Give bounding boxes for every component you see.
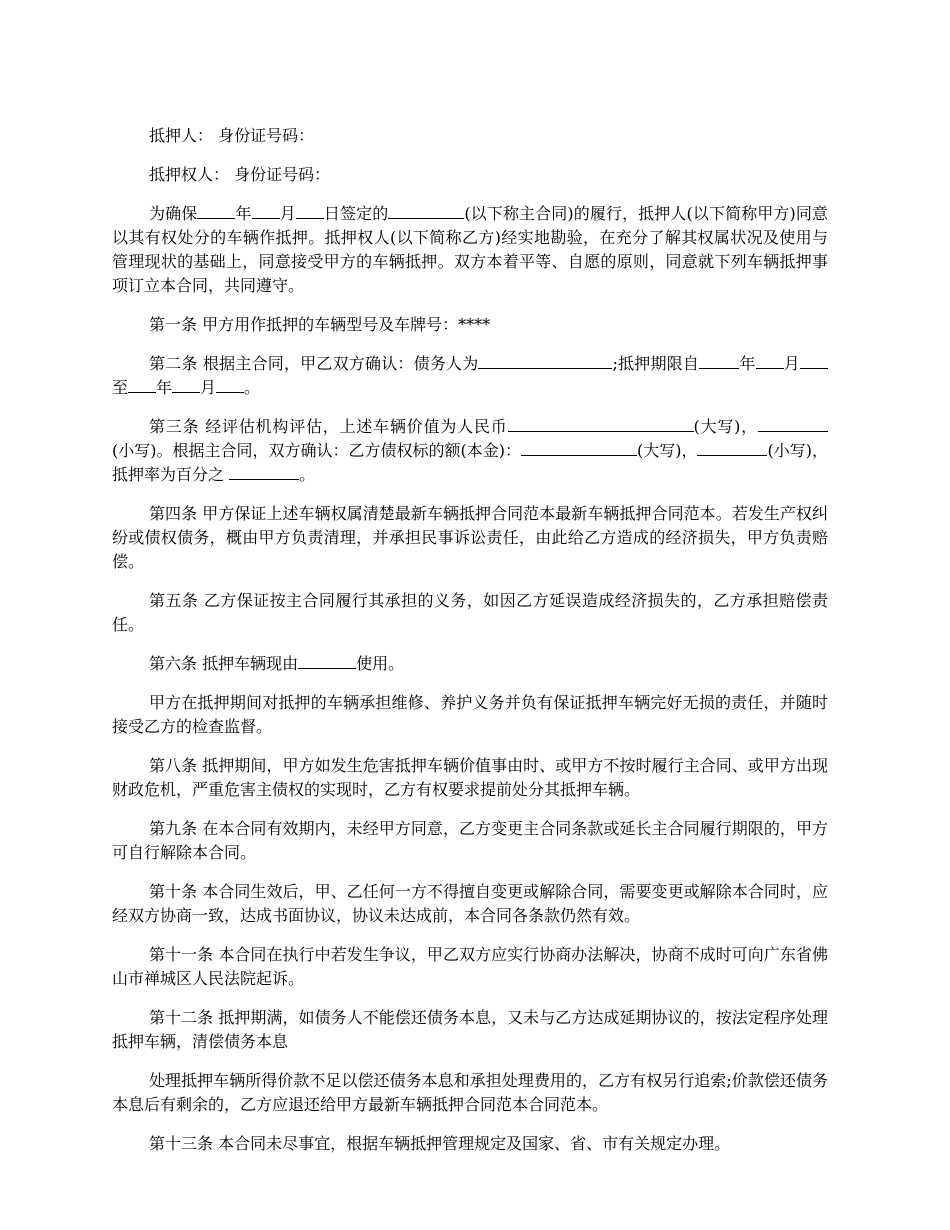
disposal-paragraph: 处理抵押车辆所得价款不足以偿还债务本息和承担处理费用的，乙方有权另行追索;价款偿还债务本息后有剩余的，乙方应退还给甲方最新车辆抵押合同范本合同范本。 bbox=[112, 1071, 828, 1114]
article-9: 第九条 在本合同有效期内，未经甲方同意，乙方变更主合同条款或延长主合同履行期限的，甲方可自行解除本合同。 bbox=[112, 819, 828, 862]
preamble-text-c: 月 bbox=[279, 204, 296, 223]
principal-upper-blank bbox=[521, 439, 637, 456]
start-month-blank bbox=[756, 352, 784, 369]
maintenance-paragraph: 甲方在抵押期间对抵押的车辆承担维修、养护义务并负有保证抵押车辆完好无损的责任，并随时接受乙方的检查监督。 bbox=[112, 693, 828, 736]
article-3 bbox=[112, 415, 828, 487]
month-blank bbox=[252, 202, 280, 219]
start-year-blank bbox=[699, 352, 739, 369]
mortgagee-line: 抵押权人： 身份证号码： bbox=[149, 165, 331, 184]
preamble-text-d: 日签定的 bbox=[323, 204, 389, 223]
article-3-text-f: 。 bbox=[299, 465, 316, 484]
article-3-text-b: (大写)， bbox=[693, 417, 758, 436]
article-2 bbox=[112, 352, 828, 400]
article-2-text-h: 。 bbox=[244, 378, 261, 397]
day-blank bbox=[296, 202, 324, 219]
vehicle-value-lower-blank bbox=[758, 415, 828, 432]
preamble-text-a: 为确保 bbox=[149, 204, 198, 223]
article-2-text-e: 至 bbox=[112, 378, 129, 397]
article-4: 第四条 甲方保证上述车辆权属清楚最新车辆抵押合同范本最新车辆抵押合同范本。若发生产权纠纷或债权债务，概由甲方负责清理，并承担民事诉讼责任，由此给乙方造成的经济损失，甲方负责赔偿。 bbox=[112, 504, 828, 571]
debtor-blank bbox=[478, 352, 612, 369]
article-8: 第八条 抵押期间，甲方如发生危害抵押车辆价值事由时、或甲方不按时履行主合同、或甲方出现财政危机，严重危害主债权的实现时，乙方有权要求提前处分其抵押车辆。 bbox=[112, 756, 828, 799]
user-blank bbox=[298, 652, 356, 669]
article-2-text-g: 月 bbox=[200, 378, 217, 397]
article-3-text-a: 第三条 经评估机构评估，上述车辆价值为人民币 bbox=[149, 417, 508, 436]
article-6-text-b: 使用。 bbox=[356, 654, 405, 673]
article-6 bbox=[112, 652, 828, 676]
preamble-text-b: 年 bbox=[235, 204, 252, 223]
end-day-blank bbox=[216, 376, 244, 393]
end-year-blank bbox=[128, 376, 156, 393]
mortgage-rate-blank bbox=[229, 463, 299, 480]
vehicle-value-upper-blank bbox=[508, 415, 694, 432]
end-month-blank bbox=[172, 376, 200, 393]
article-2-text-c: 年 bbox=[739, 354, 756, 373]
preamble-text-e: (以下称主合同)的履行，抵押人(以下简称甲方)同意以其有权处分的车辆作抵押。抵押权人(以下简称乙方)经实地勘验，在充分了解其权属状况及使用与管理现状的基础上，同意接受甲方的车辆抵押。双方本着平等、自愿的原则，同意就下列车辆抵押事项订立本合同，共同遵守。 bbox=[112, 204, 828, 295]
year-blank bbox=[197, 202, 235, 219]
contract-document bbox=[112, 124, 828, 1171]
article-2-text-a: 第二条 根据主合同，甲乙双方确认：债务人为 bbox=[149, 354, 479, 373]
article-13: 第十三条 本合同未尽事宜，根据车辆抵押管理规定及国家、省、市有关规定办理。 bbox=[149, 1134, 731, 1153]
article-5: 第五条 乙方保证按主合同履行其承担的义务，如因乙方延误造成经济损失的，乙方承担赔偿责任。 bbox=[112, 591, 828, 634]
article-2-text-b: ;抵押期限自 bbox=[612, 354, 700, 373]
mortgagor-line: 抵押人： 身份证号码： bbox=[149, 126, 315, 145]
principal-lower-blank bbox=[697, 439, 767, 456]
preamble-paragraph bbox=[112, 202, 828, 298]
article-3-text-d: (大写)， bbox=[636, 441, 698, 460]
article-3-text-e: (小写)，抵押率为百分之 bbox=[112, 441, 828, 484]
article-6-text-a: 第六条 抵押车辆现由 bbox=[149, 654, 299, 673]
contract-name-blank bbox=[388, 202, 464, 219]
article-12: 第十二条 抵押期满，如债务人不能偿还债务本息，又未与乙方达成延期协议的，按法定程序处理抵押车辆，清偿债务本息 bbox=[112, 1008, 828, 1051]
article-1: 第一条 甲方用作抵押的车辆型号及车牌号：**** bbox=[149, 315, 491, 334]
article-2-text-d: 月 bbox=[783, 354, 800, 373]
article-10: 第十条 本合同生效后，甲、乙任何一方不得擅自变更或解除合同，需要变更或解除本合同时，应经双方协商一致，达成书面协议，协议未达成前，本合同各条款仍然有效。 bbox=[112, 882, 828, 925]
article-11: 第十一条 本合同在执行中若发生争议，甲乙双方应实行协商办法解决，协商不成时可向广东省佛山市禅城区人民法院起诉。 bbox=[112, 945, 828, 988]
article-2-text-f: 年 bbox=[156, 378, 173, 397]
start-day-blank bbox=[800, 352, 828, 369]
article-3-text-c: (小写)。根据主合同，双方确认：乙方债权标的额(本金)： bbox=[112, 441, 521, 460]
